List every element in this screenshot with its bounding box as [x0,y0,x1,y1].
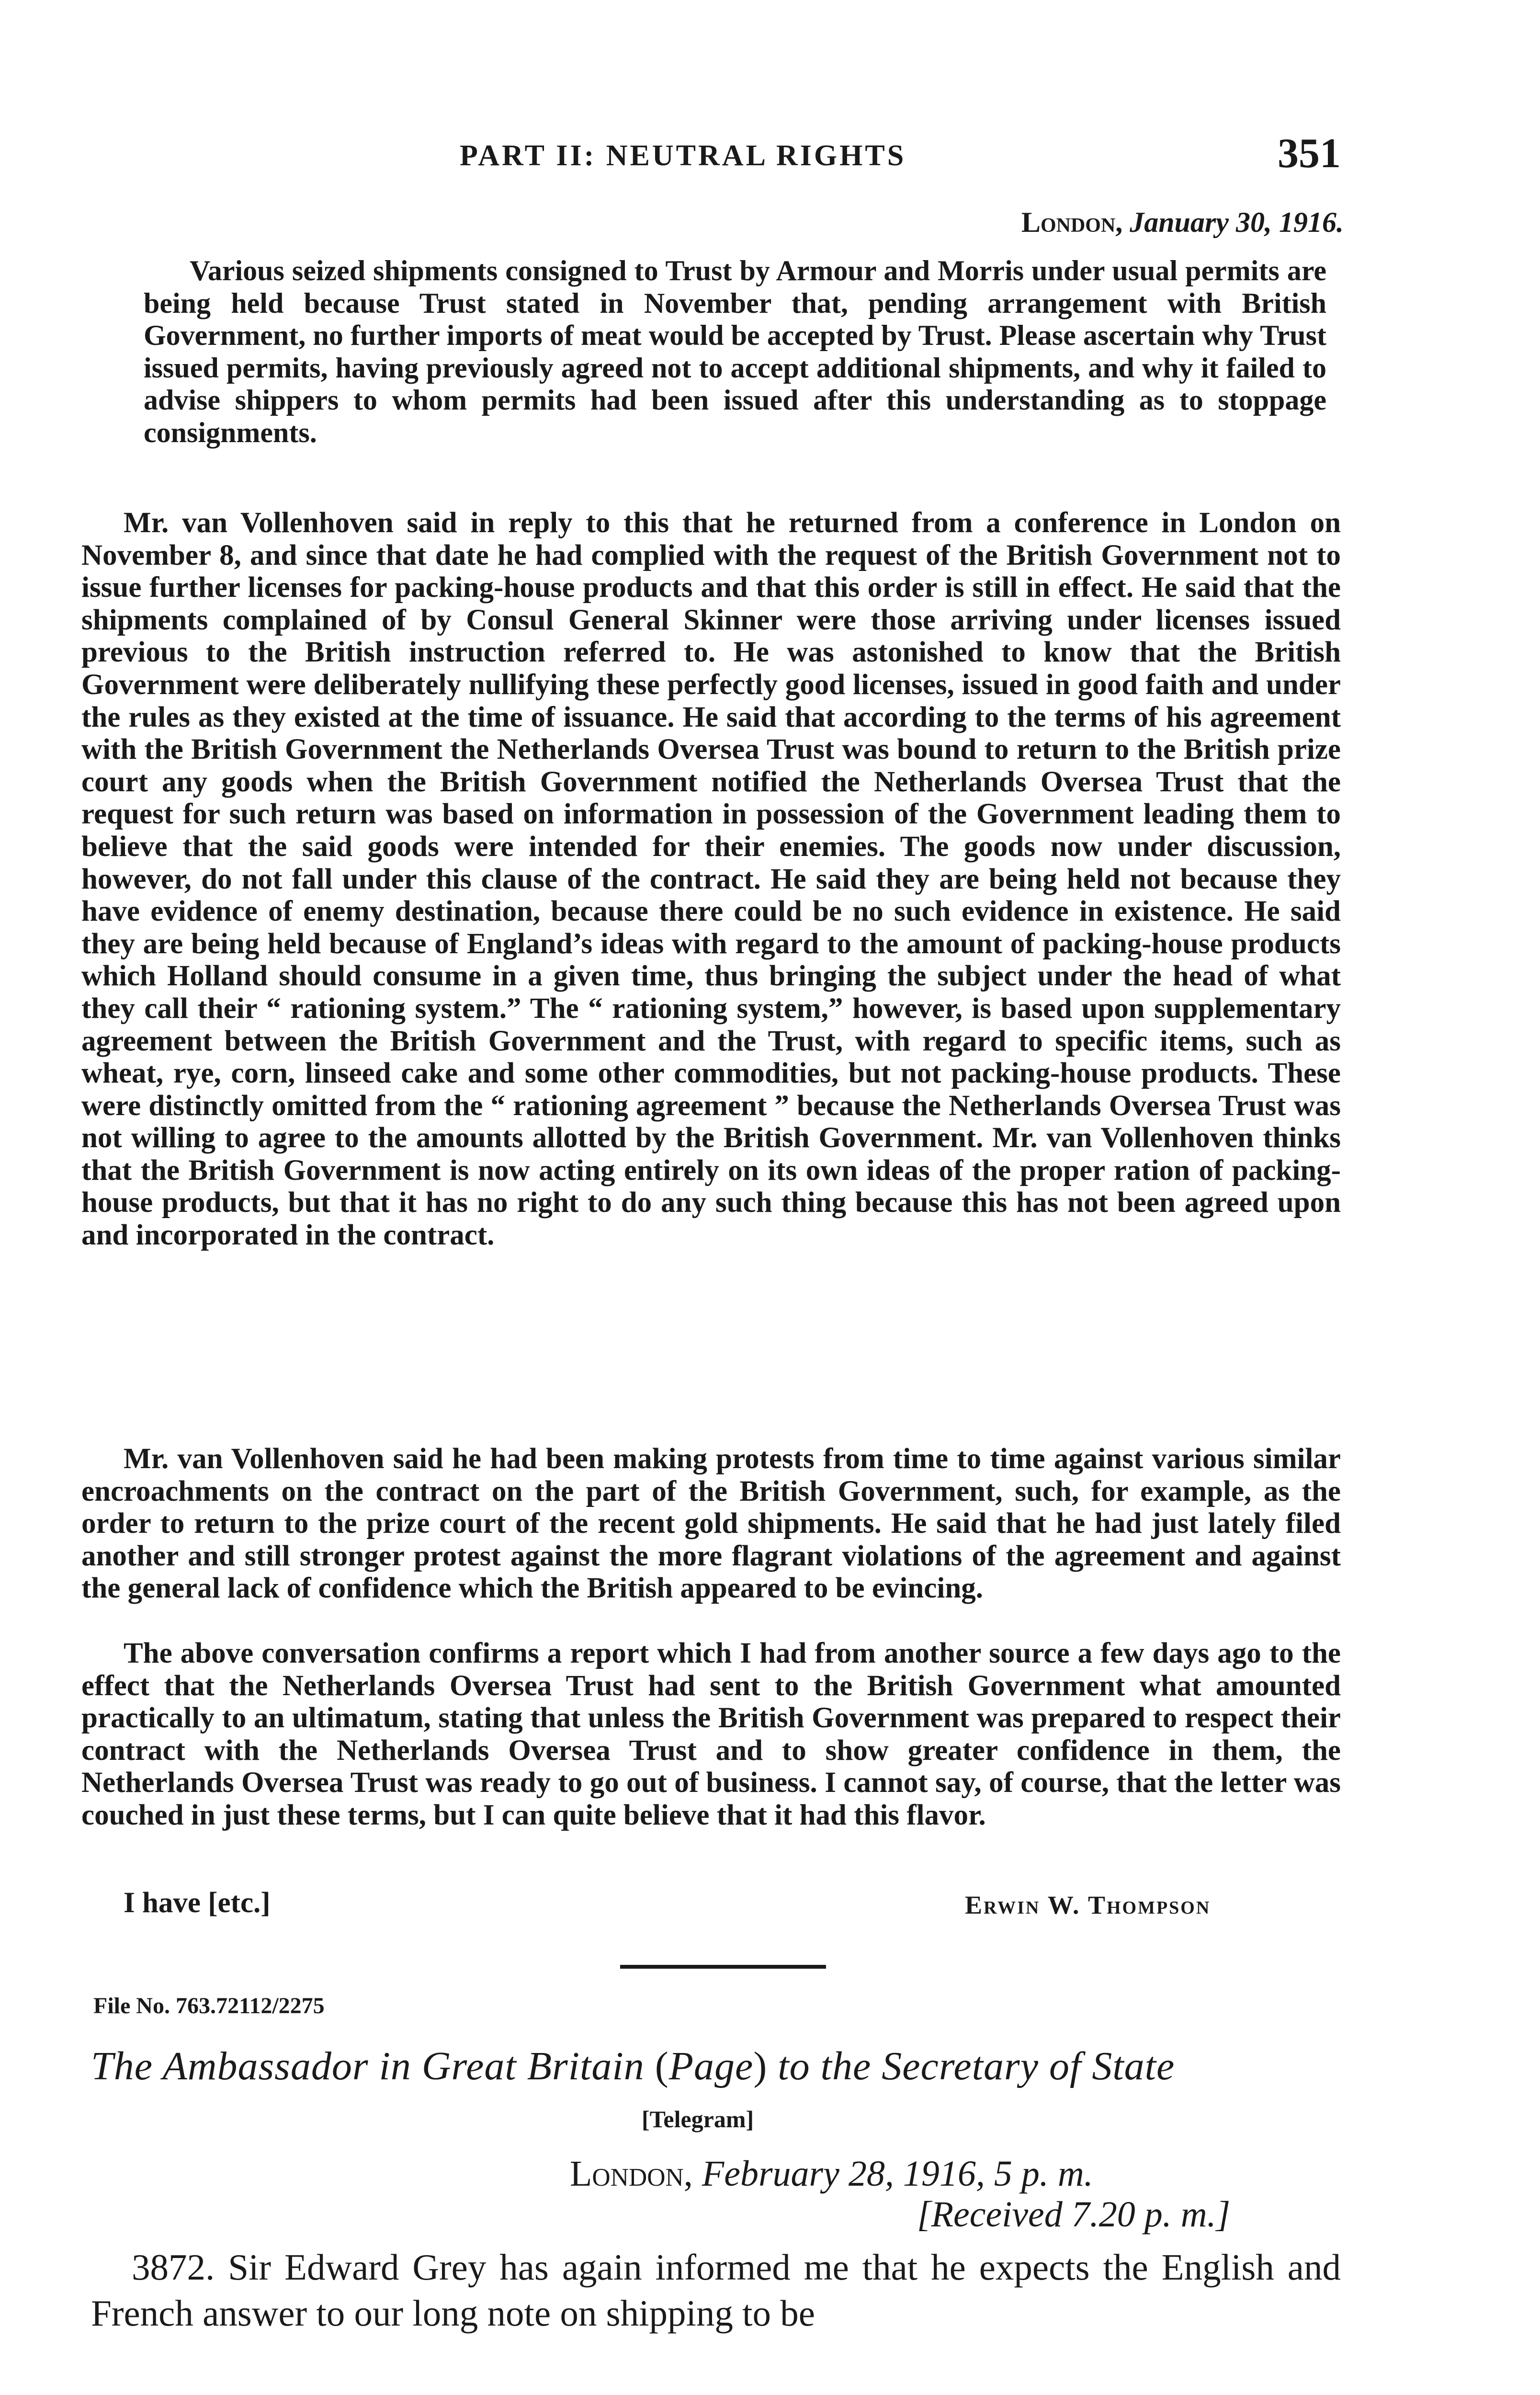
title-text: The Ambassador in Great Britain [91,2044,655,2088]
closing-formula: I have [etc.] [124,1887,271,1919]
telegram-dateline [1021,206,1344,239]
dateline-place: London, [1021,206,1123,238]
dateline-place: London, [570,2154,693,2194]
signature: Erwin W. Thompson [965,1891,1211,1919]
document-type: [Telegram] [642,2106,754,2133]
body-paragraph: The above conversation confirms a report which I had from another source a few days ago to the effect that the Netherlands Oversea Trust had sent to the British Government what amounted practically to an ultimatum, stating that unless the British Government was prepared to respect their contract with the Netherlands Oversea Trust and to show greater confidence in them, the Netherlands Oversea Trust was ready to go out of business. I cannot say, of course, that the letter was couched in just these terms, but I can quite believe that it had this flavor. [81,1637,1341,1831]
body-paragraph: Mr. van Vollenhoven said in reply to this that he returned from a conference in London on November 8, and since that date he had complied with the request of the British Government not to issue further licenses for packing-house products and that this order is still in effect. He said that the shipments complained of by Consul General Skinner were those arriving under licenses issued previous to the British instruction referred to. He was astonished to know that the British Government were deliberately nullifying these perfectly good licenses, issued in good faith and under the rules as they existed at the time of issuance. He said that according to the terms of his agreement with the British Government the Netherlands Oversea Trust was bound to return to the British prize court any goods when the British Government notified the Netherlands Oversea Trust that the request for such return was based on information in possession of the Government leading them to believe that the said goods were intended for their enemies. The goods now under discussion, however, do not fall under this clause of the contract. He said they are being held not because they have evidence of enemy destination, because there could be no such evidence in existence. He said they are being held because of England’s ideas with regard to the amount of packing-house products which Holland should consume in a given time, thus bringing the subject under the head of what they call their “ rationing system.” The “ rationing system,” however, is based upon supplementary agreement between the British Government and the Trust, with regard to specific items, such as wheat, rye, corn, linseed cake and some other commodities, but not packing-house products. These were distinctly omitted from the “ rationing agreement ” because the Netherlands Oversea Trust was not willing to agree to the amounts allotted by the British Government. Mr. van Vollenhoven thinks that the British Government is now acting entirely on its own ideas of the proper ration of packing-house products, but that it has no right to do any such thing because this has not been agreed upon and incorporated in the contract. [81,507,1341,1252]
page-number: 351 [1278,130,1341,177]
title-text-end: to the Secretary of State [767,2044,1175,2088]
second-dateline [570,2153,1093,2195]
document-title: The Ambassador in Great Britain (Page) to the Secretary of State [91,2044,1175,2088]
title-name: Page [668,2044,754,2088]
received-time: [Received 7.20 p. m.] [917,2194,1231,2235]
telegram-body: 3872. Sir Edward Grey has again informed me that he expects the English and French answer to our long note on shipping to be [91,2247,1341,2334]
quoted-telegram: Various seized shipments consigned to Trust by Armour and Morris under usual permits are being held because Trust stated in November that, pending arrangement with British Government, no further imports of meat would be accepted by Trust. Please ascertain why Trust issued permits, having previously agreed not to accept additional shipments, and why it failed to advise shippers to whom permits had been issued after this understanding as to stoppage consignments. [144,255,1326,448]
dateline-date: February 28, 1916, 5 p. m. [702,2154,1093,2194]
body-paragraph: Mr. van Vollenhoven said he had been making protests from time to time against various similar encroachments on the contract on the part of the British Government, such, for example, as the order to return to the prize court of the recent gold shipments. He said that he had just lately filed another and still stronger protest against the more flagrant violations of the agreement and against the general lack of confidence which the British appeared to be evincing. [81,1443,1341,1605]
file-number: File No. 763.72112/2275 [93,1993,325,2019]
section-divider [620,1965,826,1969]
dateline-date: January 30, 1916. [1130,206,1344,238]
page-header [460,129,1341,182]
running-head: PART II: NEUTRAL RIGHTS [460,139,906,172]
